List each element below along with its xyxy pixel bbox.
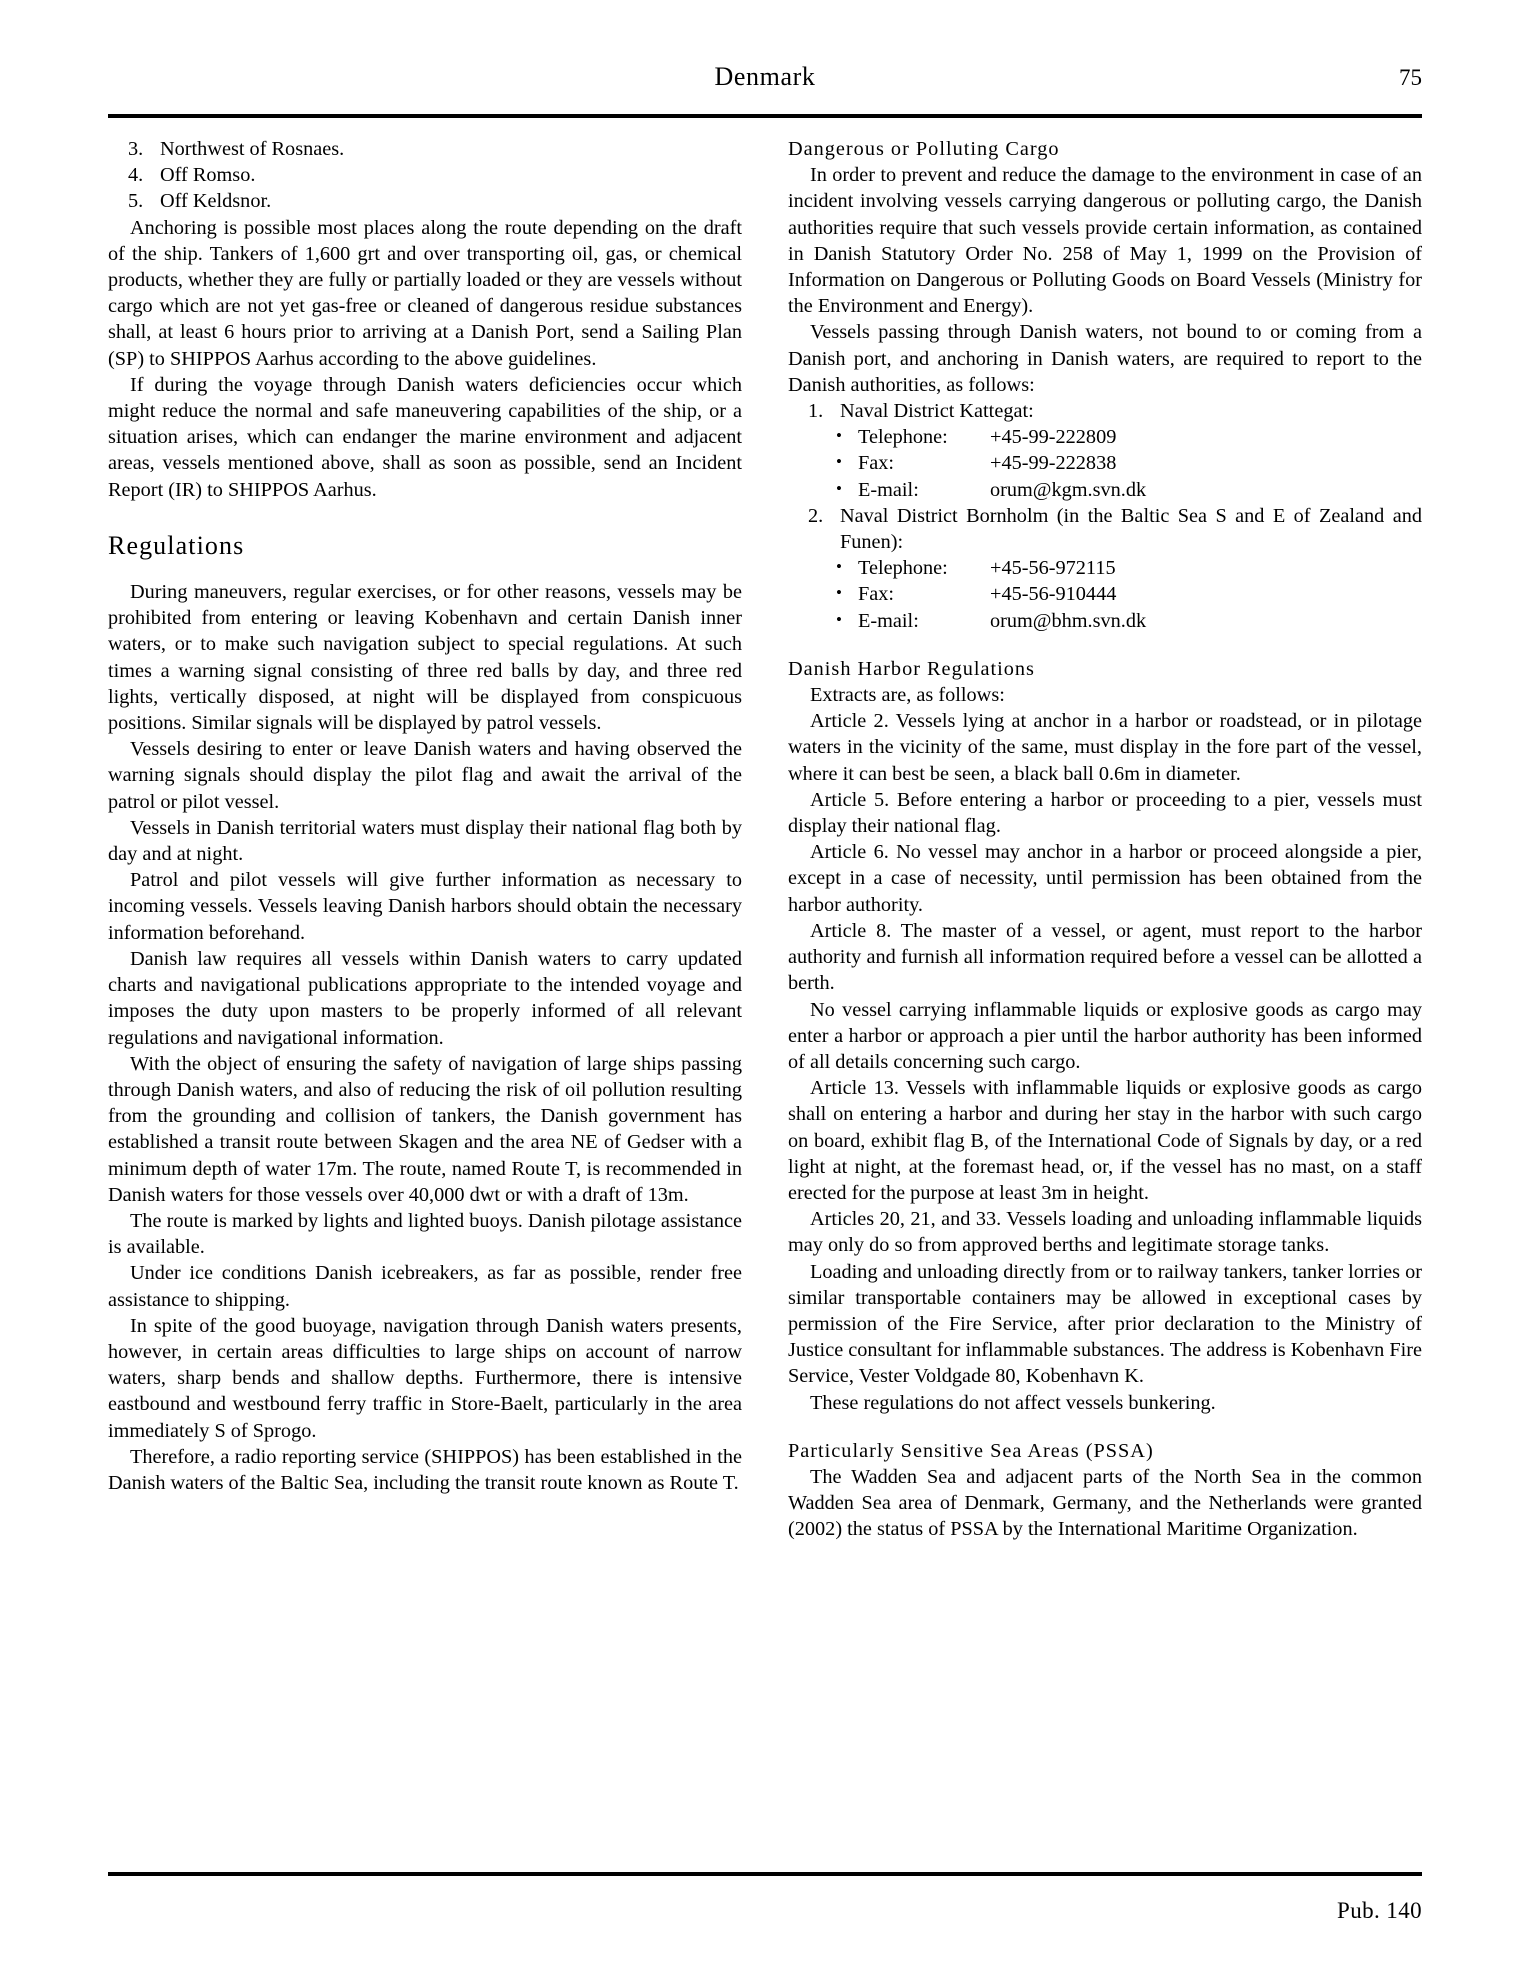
paragraph-deficiencies: If during the voyage through Danish waters deficiencies occur which might reduce the normal and safe maneuvering capabilities of the ship, or a situation arises, which can endanger the marine environment and adjacent areas, vessels mentioned above, shall as soon as possible, send an Incident Report (IR) to SHIPPOS Aarhus. [108, 373, 742, 501]
contact-row [788, 477, 1422, 503]
footer-rule [108, 1872, 1422, 1876]
contact-row [788, 424, 1422, 450]
list-item-number: 5. [128, 190, 144, 213]
paragraph-danish-law: Danish law requires all vessels within Danish waters to carry updated charts and navigational publications appropriate to the intended voyage and imposes the duty upon masters to be properly informed of all relevant regulations and navigational information. [108, 947, 742, 1049]
contact-value: +45-99-222809 [990, 426, 1117, 449]
contact-value: +45-56-972115 [990, 557, 1116, 580]
list-item-label: Naval District Bornholm (in the Baltic Sea S and E of Zealand and Funen): [840, 504, 1422, 554]
list-item-number: 4. [128, 164, 144, 187]
left-column [108, 136, 742, 1496]
page-title: Denmark [714, 62, 816, 91]
bullet-icon: • [836, 609, 842, 629]
contact-value: orum@kgm.svn.dk [990, 478, 1147, 501]
bullet-icon: • [836, 478, 842, 498]
list-item-label: Naval District Kattegat: [840, 400, 1034, 423]
contact-row [788, 581, 1422, 607]
paragraph-wadden-sea: The Wadden Sea and adjacent parts of the North Sea in the common Wadden Sea area of Denmark, Germany, and the Netherlands were granted (2002) the status of PSSA by the International Maritime Organization. [788, 1465, 1422, 1541]
paragraph-route-t: With the object of ensuring the safety of navigation of large ships passing through Danish waters, and also of reducing the risk of oil pollution resulting from the grounding and collision of tankers, the Danish government has established a transit route between Skagen and the area NE of Gedser with a minimum depth of water 17m. The route, named Route T, is recommended in Danish waters for those vessels over 40,000 dwt or with a draft of 13m. [108, 1052, 742, 1206]
list-item [108, 188, 742, 214]
paragraph-article-2: Article 2. Vessels lying at anchor in a harbor or roadstead, or in pilotage waters in the vicinity of the same, must display in the fore part of the vessel, where it can best be seen, a black ball 0.6m in diameter. [788, 710, 1422, 785]
paragraph-bunkering: These regulations do not affect vessels bunkering. [810, 1391, 1216, 1414]
heading-pssa: Particularly Sensitive Sea Areas (PSSA) [788, 1439, 1154, 1462]
paragraph-pilot-flag: Vessels desiring to enter or leave Danish waters and having observed the warning signals should display the pilot flag and await the arrival of the patrol or pilot vessel. [108, 738, 742, 813]
list-item-number: 2. [808, 504, 824, 527]
paragraph-icebreakers: Under ice conditions Danish icebreakers, as far as possible, render free assistance to shipping. [108, 1262, 742, 1311]
contact-value: orum@bhm.svn.dk [990, 609, 1147, 632]
bullet-icon: • [836, 583, 842, 603]
paragraph-no-vessel: No vessel carrying inflammable liquids or explosive goods as cargo may enter a harbor or approach a pier until the harbor authority has been informed of all details concerning such cargo. [788, 998, 1422, 1073]
contact-label: Telephone: [858, 426, 948, 449]
two-column-body [108, 136, 1422, 1543]
paragraph-loading: Loading and unloading directly from or to railway tankers, tanker lorries or similar transportable containers may be allowed in exceptional cases by permission of the Fire Service, after prior declaration to the Ministry of Justice consultant for inflammable substances. The address is Kobenhavn Fire Service, Vester Voldgade 80, Kobenhavn K. [788, 1260, 1422, 1388]
list-item-label: Off Keldsnor. [160, 190, 272, 213]
list-item [108, 136, 742, 162]
heading-regulations: Regulations [108, 530, 245, 560]
bullet-icon: • [836, 557, 842, 577]
heading-harbor-regulations: Danish Harbor Regulations [788, 657, 1035, 680]
contact-label: E-mail: [858, 609, 919, 632]
heading-dangerous-cargo: Dangerous or Polluting Cargo [788, 138, 1060, 160]
paragraph-vessels-passing: Vessels passing through Danish waters, not bound to or coming from a Danish port, and anchoring in Danish waters, are required to report to the Danish authorities, as follows: [788, 321, 1422, 396]
naval-district-list-1 [788, 398, 1422, 424]
page-number: 75 [1399, 65, 1422, 90]
list-item-number: 3. [128, 138, 144, 160]
list-item [788, 398, 1422, 424]
list-item [788, 503, 1422, 555]
right-column [788, 136, 1422, 1543]
paragraph-anchoring: Anchoring is possible most places along the route depending on the draft of the ship. Tankers of 1,600 grt and over transporting oil, gas, or chemical products, whether they are fully or partially loaded or they are vessels without cargo which are not yet gas-free or cleaned of dangerous residue substances shall, at least 6 hours prior to arriving at a Danish Port, send a Sailing Plan (SP) to SHIPPOS Aarhus according to the above guidelines. [108, 216, 742, 370]
paragraph-articles-20-21-33: Articles 20, 21, and 33. Vessels loading and unloading inflammable liquids may only do so from approved berths and legitimate storage tanks. [788, 1208, 1422, 1257]
contact-list-kattegat [788, 424, 1422, 503]
contact-label: Fax: [858, 452, 895, 475]
paragraph-shippos: Therefore, a radio reporting service (SHIPPOS) has been established in the Danish waters of the Baltic Sea, including the transit route known as Route T. [108, 1445, 742, 1494]
running-head [108, 62, 1422, 114]
publication-number: Pub. 140 [1337, 1898, 1422, 1923]
paragraph-national-flag: Vessels in Danish territorial waters must display their national flag both by day and at night. [108, 816, 742, 866]
paragraph-buoyage: In spite of the good buoyage, navigation through Danish waters presents, however, in certain areas difficulties to large ships on account of narrow waters, sharp bends and shallow depths. Furthermore, there is intensive eastbound and westbound ferry traffic in Store-Baelt, particularly in the area immediately S of Sprogo. [108, 1314, 742, 1442]
anchorage-list [108, 136, 742, 215]
paragraph-extracts: Extracts are, as follows: [810, 684, 1005, 707]
paragraph-patrol-info: Patrol and pilot vessels will give further information as necessary to incoming vessels. Vessels leaving Danish harbors should obtain the necessary information beforehand. [108, 869, 742, 944]
list-item-label: Off Romso. [160, 164, 256, 187]
contact-label: Telephone: [858, 557, 948, 580]
list-item-number: 1. [808, 400, 824, 423]
contact-value: +45-56-910444 [990, 583, 1117, 606]
bullet-icon: • [836, 452, 842, 472]
paragraph-article-8: Article 8. The master of a vessel, or agent, must report to the harbor authority and furnish all information required before a vessel can be allotted a berth. [788, 919, 1422, 995]
contact-value: +45-99-222838 [990, 452, 1117, 475]
bullet-icon: • [836, 426, 842, 446]
paragraph-lights-buoys: The route is marked by lights and lighted buoys. Danish pilotage assistance is available. [108, 1209, 742, 1259]
paragraph-in-order: In order to prevent and reduce the damage to the environment in case of an incident involving vessels carrying dangerous or polluting cargo, the Danish authorities require that such vessels provide certain information, as contained in Danish Statutory Order No. 258 of May 1, 1999 on the Provision of Information on Dangerous or Polluting Goods on Board Vessels (Ministry for the Environment and Energy). [788, 164, 1422, 318]
contact-row [788, 555, 1422, 581]
page-footer [108, 1872, 1422, 1924]
contact-row [788, 450, 1422, 476]
contact-row [788, 608, 1422, 634]
paragraph-maneuvers: During maneuvers, regular exercises, or for other reasons, vessels may be prohibited from entering or leaving Kobenhavn and certain Danish inner waters, or to make such navigation subject to special regulations. At such times a warning signal consisting of three red balls by day, and three red lights, vertically disposed, at night will be displayed from conspicuous positions. Similar signals will be displayed by patrol vessels. [108, 581, 742, 735]
paragraph-article-6: Article 6. No vessel may anchor in a harbor or proceed alongside a pier, except in a case of necessity, until permission has been obtained from the harbor authority. [788, 841, 1422, 916]
list-item-label: Northwest of Rosnaes. [160, 138, 345, 160]
list-item [108, 162, 742, 188]
naval-district-list-2 [788, 503, 1422, 555]
paragraph-article-5: Article 5. Before entering a harbor or proceeding to a pier, vessels must display their national flag. [788, 788, 1422, 838]
contact-list-bornholm [788, 555, 1422, 634]
contact-label: Fax: [858, 583, 895, 606]
paragraph-article-13: Article 13. Vessels with inflammable liquids or explosive goods as cargo shall on entering a harbor and during her stay in the harbor with such cargo on board, exhibit flag B, of the International Code of Signals by day, or a red light at night, at the foremast head, or, if the vessel has no mast, on a staff erected for the purpose at least 3m in height. [788, 1077, 1422, 1204]
header-rule [108, 114, 1422, 118]
contact-label: E-mail: [858, 478, 919, 501]
